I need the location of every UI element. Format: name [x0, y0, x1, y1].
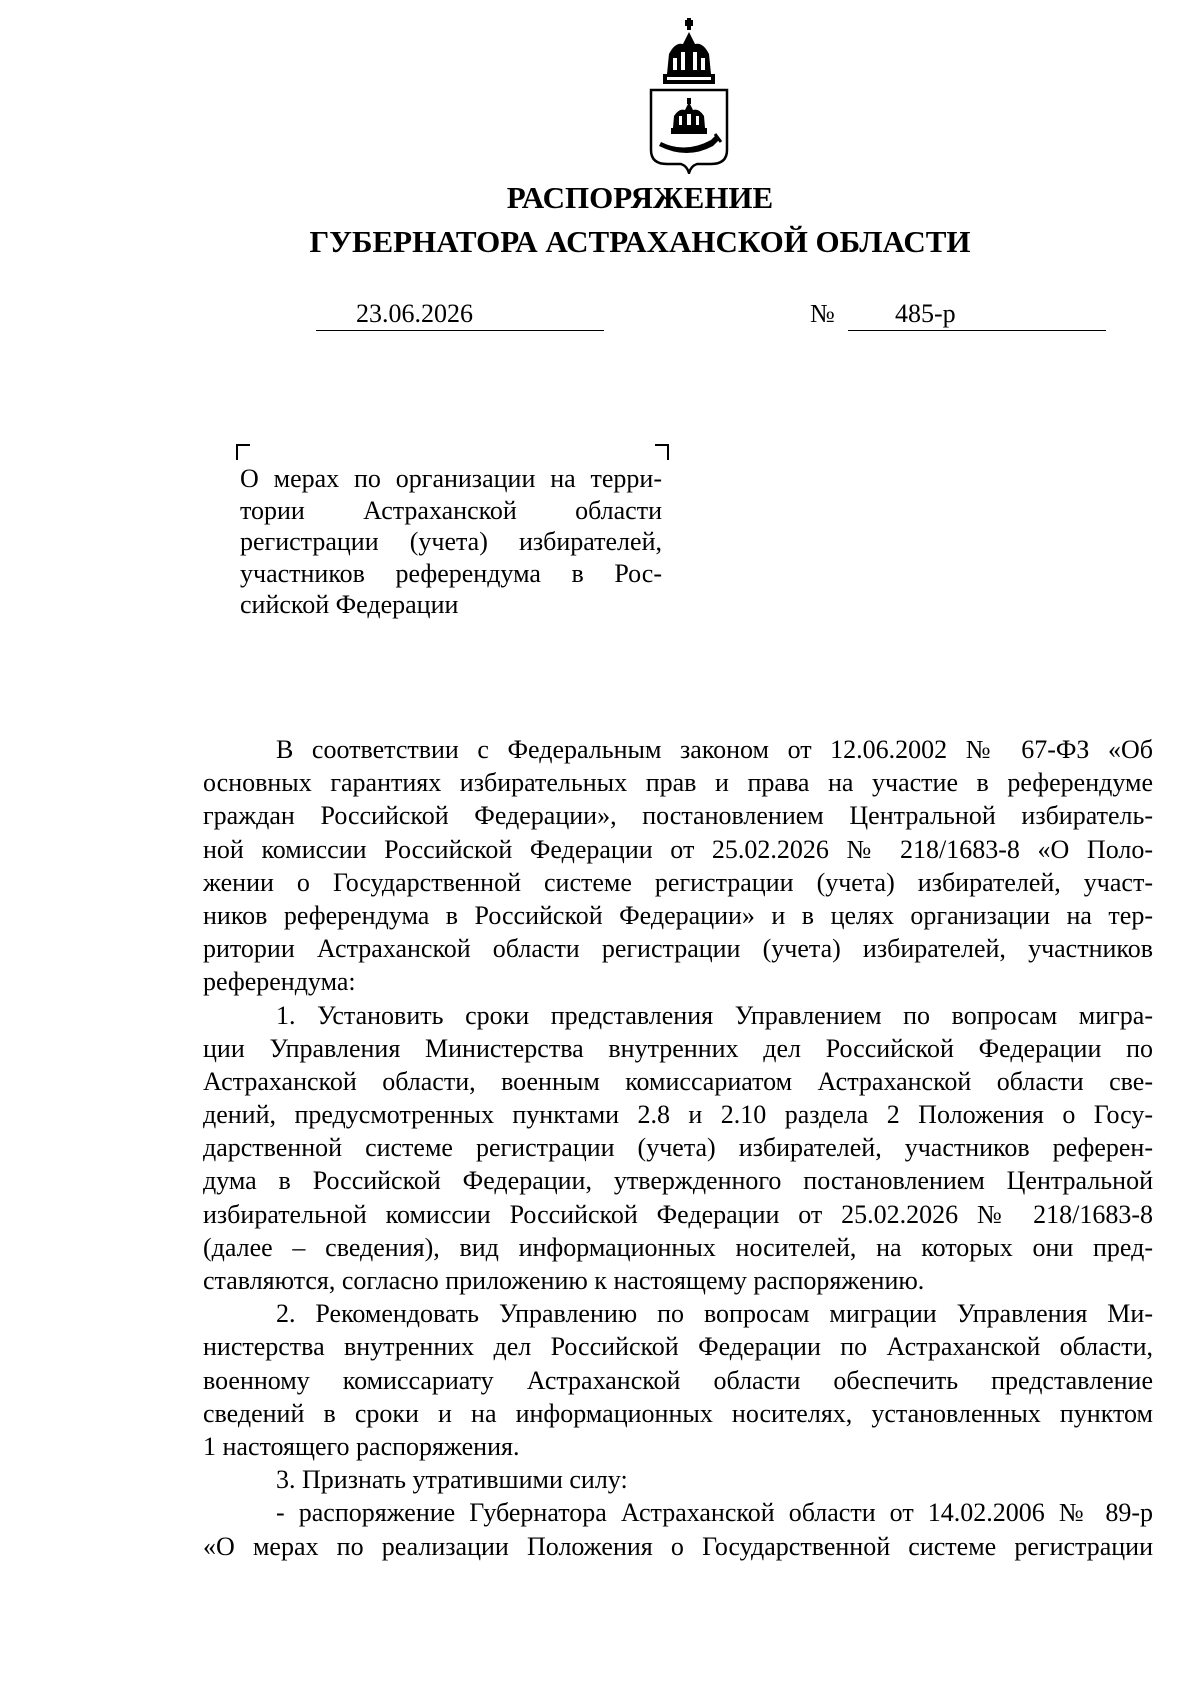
body-line: 1 настоящего распоряжения. [203, 1431, 520, 1461]
body-line: 3. Признать утратившими силу: [276, 1465, 628, 1495]
body-line: избирательной комиссии Российской Федерации от 25.02.2026 № 218/1683-8 [203, 1199, 1153, 1229]
body-line: дарственной системе регистрации (учета) избирателей, участников референ- [203, 1133, 1153, 1163]
date-underline [316, 330, 604, 331]
body-line: ции Управления Министерства внутренних дел Российской Федерации по [203, 1033, 1153, 1063]
document-date: 23.06.2026 [356, 299, 473, 328]
subject-line: О мерах по организации на терри- [240, 464, 662, 493]
body-line: ставляются, согласно приложению к настоящему распоряжению. [203, 1266, 925, 1295]
body-line: 1. Установить сроки представления Управлением по вопросам мигра- [276, 1000, 1153, 1030]
subject-line: тории Астраханской области [240, 495, 662, 525]
body-line: дума в Российской Федерации, утвержденного постановлением Центральной [203, 1166, 1153, 1196]
body-line: ников референдума в Российской Федерации» и в целях организации на тер- [203, 900, 1153, 930]
body-line: нистерства внутренних дел Российской Федерации по Астраханской области, [203, 1332, 1153, 1362]
coat-of-arms-emblem [645, 18, 733, 174]
body-line: сведений в сроки и на информационных носителях, установленных пунктом [203, 1398, 1153, 1428]
body-line: основных гарантиях избирательных прав и права на участие в референдуме [203, 768, 1153, 798]
document-body [203, 733, 1153, 1563]
body-line: референдума: [203, 967, 356, 997]
body-line: жении о Государственной системе регистрации (учета) избирателей, участ- [203, 867, 1153, 897]
document-number: 485-р [895, 299, 956, 328]
subject-line: участников референдума в Рос- [240, 558, 662, 588]
document-type-title: РАСПОРЯЖЕНИЕ [506, 180, 774, 215]
body-line: ной комиссии Российской Федерации от 25.02.2026 № 218/1683-8 «О Поло- [203, 834, 1153, 864]
body-line: военному комиссариату Астраханской области обеспечить представление [203, 1365, 1153, 1395]
body-line: Астраханской области, военным комиссариатом Астраханской области све- [203, 1066, 1153, 1096]
body-line: - распоряжение Губернатора Астраханской области от 14.02.2006 № 89-р [276, 1498, 1153, 1528]
issuer-title: ГУБЕРНАТОРА АСТРАХАНСКОЙ ОБЛАСТИ [309, 224, 971, 259]
body-line: «О мерах по реализации Положения о Государственной системе регистрации [203, 1531, 1153, 1561]
body-line: 2. Рекомендовать Управлению по вопросам миграции Управления Ми- [276, 1299, 1153, 1329]
body-line: В соответствии с Федеральным законом от 12.06.2002 № 67-ФЗ «Об [276, 735, 1153, 764]
body-line: граждан Российской Федерации», постановлением Центральной избиратель- [203, 801, 1153, 831]
subject-line: сийской Федерации [240, 590, 459, 619]
body-line: (далее – сведения), вид информационных носителей, на которых они пред- [203, 1232, 1153, 1262]
number-underline [848, 330, 1106, 331]
body-line: дений, предусмотренных пунктами 2.8 и 2.10 раздела 2 Положения о Госу- [203, 1100, 1153, 1130]
subject-bracket-left [236, 444, 250, 460]
subject-bracket-right [655, 444, 669, 460]
document-subject [240, 463, 662, 621]
body-line: ритории Астраханской области регистрации (учета) избирателей, участников [203, 934, 1153, 964]
number-sign: № [810, 299, 835, 328]
subject-line: регистрации (учета) избирателей, [240, 527, 662, 556]
